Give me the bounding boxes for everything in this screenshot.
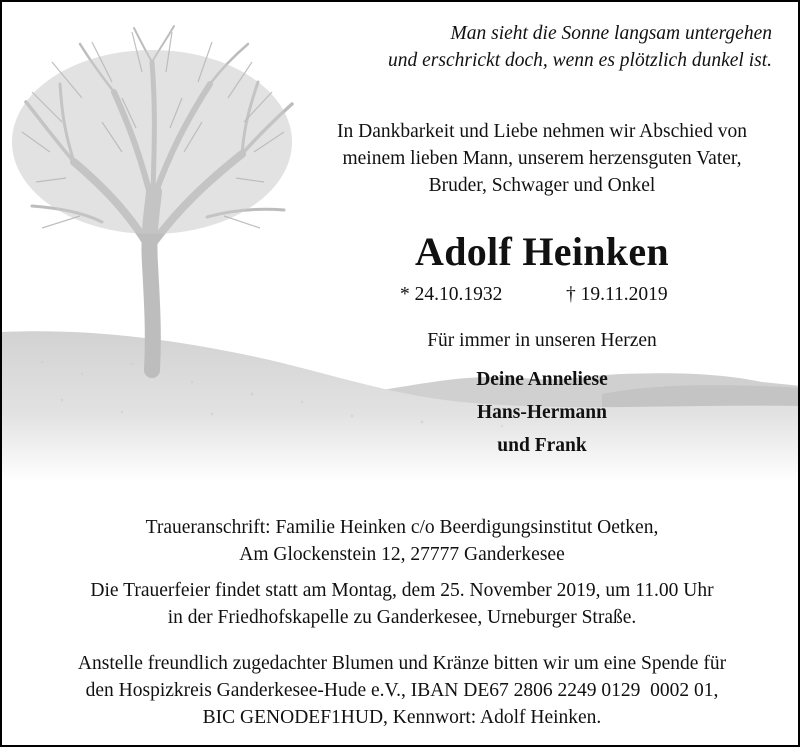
intro-line-1: In Dankbarkeit und Liebe nehmen wir Abschied von (337, 121, 747, 142)
deceased-name: Adolf Heinken (415, 229, 669, 274)
mourning-address (2, 514, 800, 568)
mourners-list (292, 363, 792, 462)
service-line-1: Die Trauerfeier findet statt am Montag, dem 25. November 2019, um 11.00 Uhr (90, 580, 714, 601)
mourner-name: Hans-Hermann (476, 402, 607, 423)
death-date: † 19.11.2019 (566, 284, 668, 305)
remembrance-motto: Für immer in unseren Herzen (427, 330, 657, 351)
donation-line-1: Anstelle freundlich zugedachter Blumen und Kränze bitten wir um eine Spende für (77, 653, 727, 674)
address-line-2: Am Glockenstein 12, 27777 Ganderkesee (239, 544, 565, 565)
address-line-1: Traueranschrift: Familie Heinken c/o Beerdigungsinstitut Oetken, (145, 517, 659, 538)
birth-date: * 24.10.1932 (400, 284, 503, 305)
intro-line-3: Bruder, Schwager und Onkel (428, 175, 656, 196)
mourner-name: Deine Anneliese (476, 369, 608, 390)
funeral-service-info (2, 577, 800, 631)
donation-request (2, 650, 800, 731)
mourner-name: und Frank (497, 435, 587, 456)
service-line-2: in der Friedhofskapelle zu Ganderkesee, Urneburger Straße. (167, 607, 637, 628)
farewell-intro (292, 118, 792, 199)
quote-line-1: Man sieht die Sonne langsam untergehen (450, 23, 772, 44)
intro-line-2: meinem lieben Mann, unserem herzensguten Vater, (342, 148, 742, 169)
epigraph-quote (388, 20, 772, 74)
donation-line-2: den Hospizkreis Ganderkesee-Hude e.V., IBAN DE67 2806 2249 0129 0002 01, (85, 680, 719, 701)
donation-line-3: BIC GENODEF1HUD, Kennwort: Adolf Heinken. (202, 707, 602, 728)
quote-line-2: und erschrickt doch, wenn es plötzlich dunkel ist. (388, 50, 772, 71)
